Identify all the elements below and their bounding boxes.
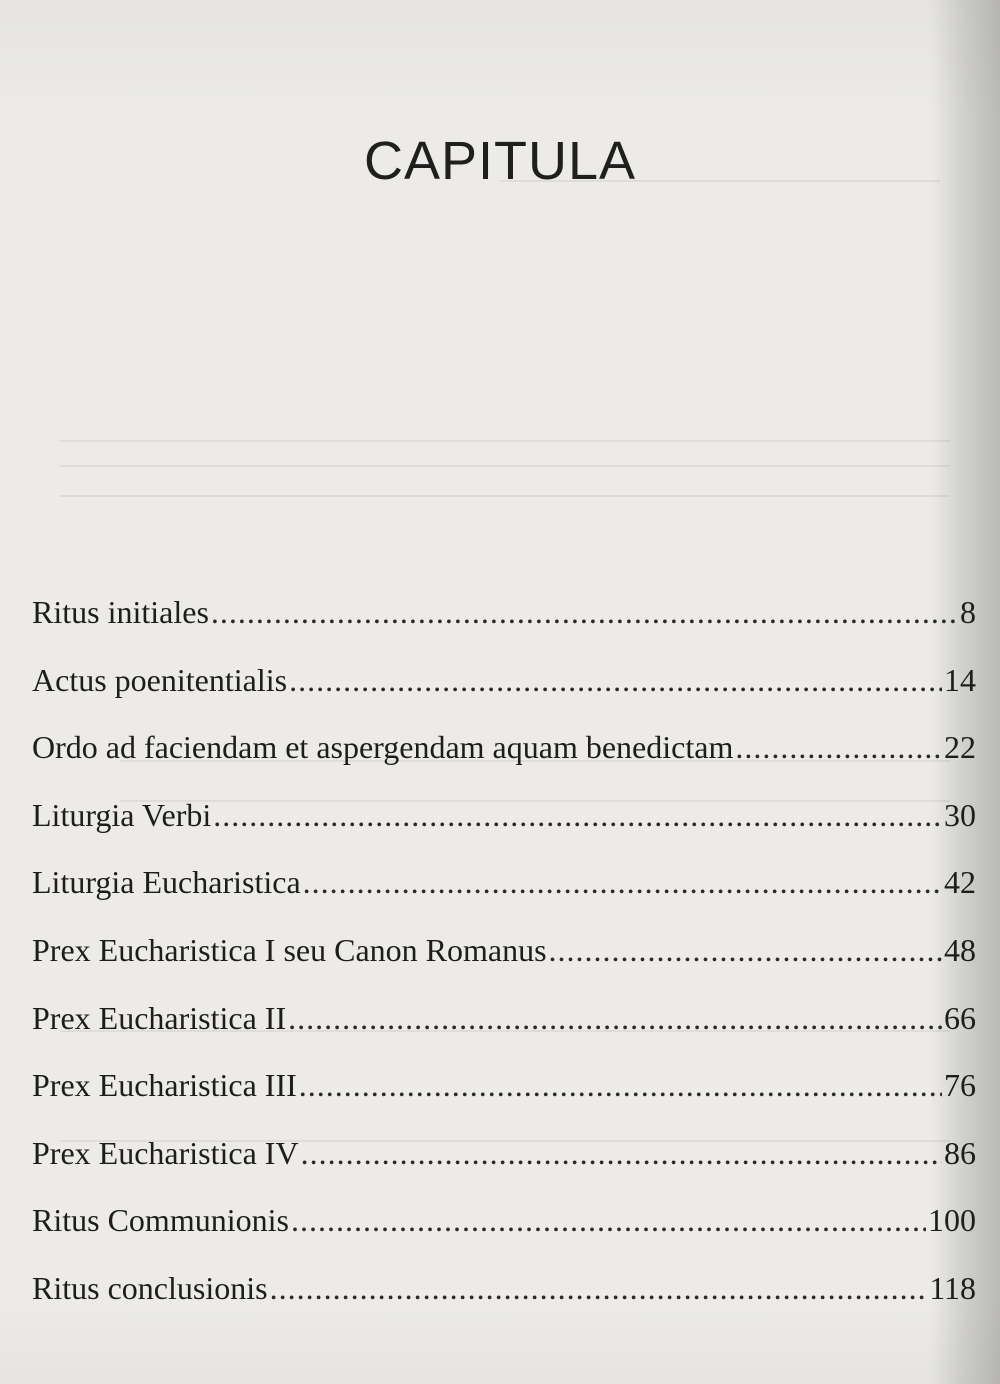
toc-entry-title: Ritus Communionis xyxy=(32,1202,289,1239)
toc-page-number: 118 xyxy=(929,1269,976,1306)
dot-leader xyxy=(211,584,958,640)
toc-entry[interactable] xyxy=(32,922,976,990)
toc-page-number: 76 xyxy=(944,1067,976,1104)
dot-leader xyxy=(301,1125,942,1181)
toc-entry-title: Prex Eucharistica IV xyxy=(32,1134,299,1171)
toc-page-number: 42 xyxy=(944,864,976,901)
page-title: CAPITULA xyxy=(363,131,637,192)
toc-entry-title: Prex Eucharistica II xyxy=(32,999,287,1036)
dot-leader xyxy=(303,854,942,910)
toc-entry[interactable] xyxy=(32,1125,976,1193)
toc-entry-title: Actus poenitentialis xyxy=(32,661,288,698)
toc-page-number: 8 xyxy=(960,594,976,630)
dot-leader xyxy=(735,719,942,775)
toc-entry-title: Liturgia Verbi xyxy=(32,796,212,833)
toc-entry[interactable] xyxy=(32,584,976,652)
dot-leader xyxy=(288,990,942,1046)
toc-entry[interactable] xyxy=(32,1057,976,1125)
toc-page-number: 22 xyxy=(944,729,976,766)
dot-leader xyxy=(291,1192,926,1248)
toc-entry[interactable] xyxy=(32,990,976,1058)
toc-entry[interactable] xyxy=(32,787,976,855)
toc-entry-title: Ordo ad faciendam et aspergendam aquam benedictam xyxy=(32,729,734,766)
ghost-stave-line xyxy=(60,495,950,497)
dot-leader xyxy=(270,1260,928,1316)
dot-leader xyxy=(299,1057,942,1113)
dot-leader xyxy=(289,652,942,708)
toc-page-number: 14 xyxy=(944,661,976,698)
toc-entry-title: Ritus initiales xyxy=(32,594,209,630)
toc-entry-title: Liturgia Eucharistica xyxy=(32,864,301,901)
toc-page-number: 86 xyxy=(944,1134,976,1171)
toc-entry-title: Prex Eucharistica III xyxy=(32,1067,297,1104)
toc-entry[interactable] xyxy=(32,1192,976,1260)
toc-entry-title: Ritus conclusionis xyxy=(32,1269,268,1306)
toc-entry[interactable] xyxy=(32,854,976,922)
toc-page-number: 48 xyxy=(944,931,976,968)
toc-entry[interactable] xyxy=(32,652,976,720)
toc-entry[interactable] xyxy=(32,719,976,787)
toc-entry-title: Prex Eucharistica I seu Canon Romanus xyxy=(32,931,547,968)
toc-entry[interactable] xyxy=(32,1260,976,1328)
table-of-contents xyxy=(32,584,976,1328)
dot-leader xyxy=(549,922,942,978)
toc-page-number: 100 xyxy=(928,1202,976,1239)
dot-leader xyxy=(213,787,942,843)
ghost-stave-line xyxy=(60,440,950,442)
toc-page-number: 30 xyxy=(944,796,976,833)
ghost-stave-line xyxy=(60,465,950,467)
toc-page-number: 66 xyxy=(944,999,976,1036)
